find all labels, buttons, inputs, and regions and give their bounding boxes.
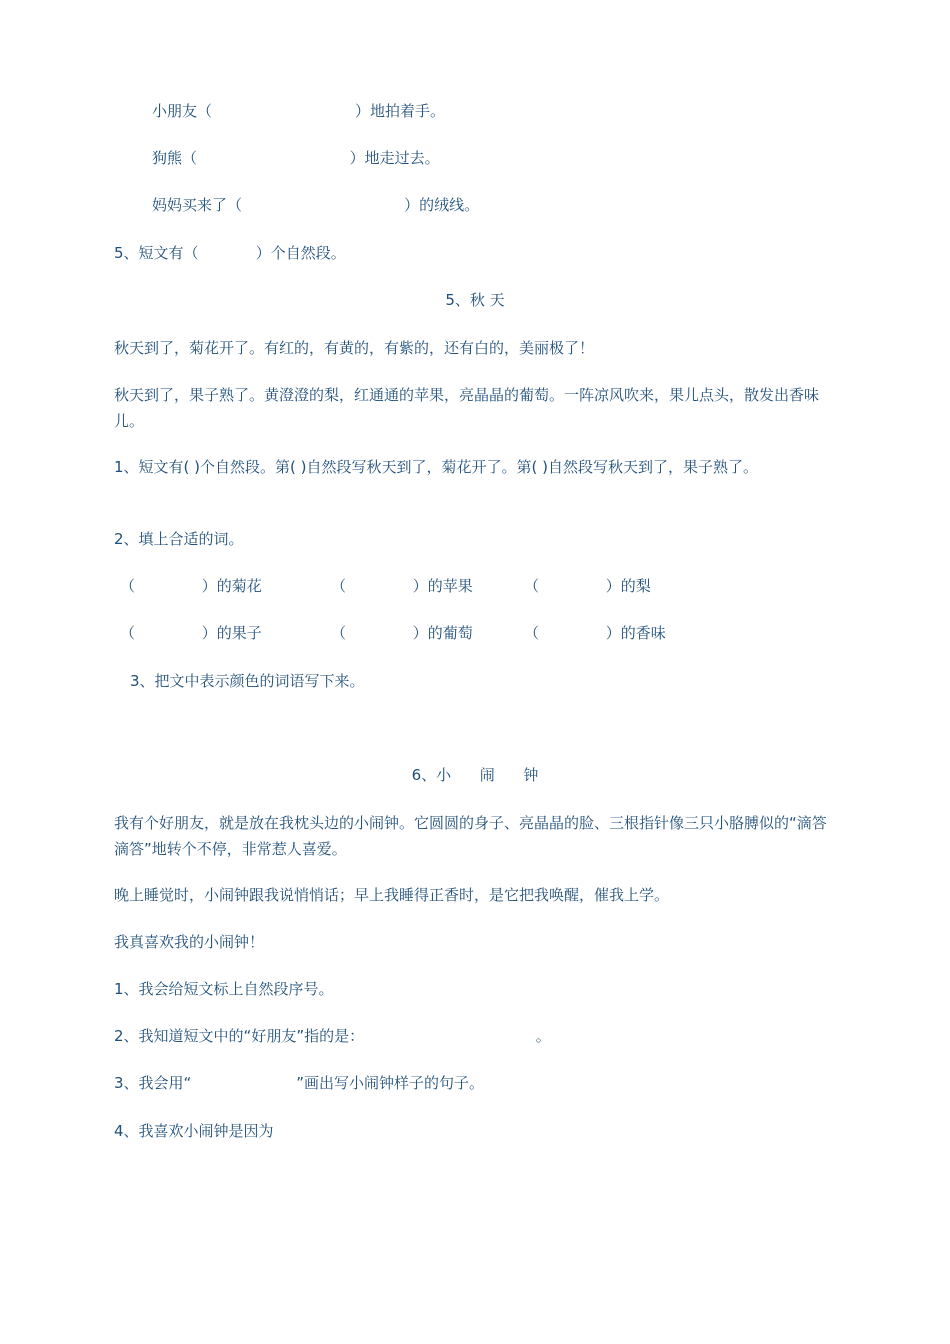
clock-paragraph-1: 我有个好朋友，就是放在我枕头边的小闹钟。它圆圆的身子、亮晶晶的脸、三根指针像三只小胳膊似的“滴答滴答”地转个不停，非常惹人喜爱。: [114, 814, 827, 858]
section-title-autumn: 5、秋 天: [445, 291, 505, 309]
fill-item: （ ）的苹果: [331, 577, 473, 595]
autumn-paragraph-2: 秋天到了，果子熟了。黄澄澄的梨，红通通的苹果，亮晶晶的葡萄。一阵凉风吹来，果儿点头，散发出香味儿。: [114, 386, 820, 430]
fill-item: （ ）的菊花: [120, 577, 262, 595]
fill-item: （ ）的果子: [120, 624, 262, 642]
fill-line-clap: 小朋友（ ）地拍着手。: [152, 102, 446, 120]
fill-line-bear: 狗熊（ ）地走过去。: [152, 149, 440, 167]
clock-question-2: 2、我知道短文中的“好朋友”指的是： 。: [114, 1027, 551, 1045]
autumn-question-3: 3、把文中表示颜色的词语写下来。: [130, 672, 365, 690]
fill-item: （ ）的香味: [524, 624, 666, 642]
autumn-question-2: 2、填上合适的词。: [114, 530, 244, 548]
clock-question-4: 4、我喜欢小闹钟是因为: [114, 1122, 274, 1140]
autumn-question-1: 1、短文有( )个自然段。第( )自然段写秋天到了，菊花开了。第( )自然段写秋天到了，果子熟了。: [114, 458, 758, 476]
fill-item: （ ）的葡萄: [331, 624, 473, 642]
fill-item: （ ）的梨: [524, 577, 651, 595]
question-paragraph-count: 5、短文有（ ）个自然段。: [114, 244, 346, 262]
clock-paragraph-3: 我真喜欢我的小闹钟！: [114, 933, 265, 951]
fill-line-yarn: 妈妈买来了（ ）的绒线。: [152, 196, 480, 214]
section-title-alarm-clock: 6、小 闹 钟: [411, 766, 539, 784]
autumn-paragraph-1: 秋天到了，菊花开了。有红的，有黄的，有紫的，还有白的，美丽极了！: [114, 339, 595, 357]
clock-question-3: 3、我会用“ ”画出写小闹钟样子的句子。: [114, 1074, 484, 1092]
clock-question-1: 1、我会给短文标上自然段序号。: [114, 980, 334, 998]
clock-paragraph-2: 晚上睡觉时，小闹钟跟我说悄悄话；早上我睡得正香时，是它把我唤醒，催我上学。: [114, 886, 670, 904]
